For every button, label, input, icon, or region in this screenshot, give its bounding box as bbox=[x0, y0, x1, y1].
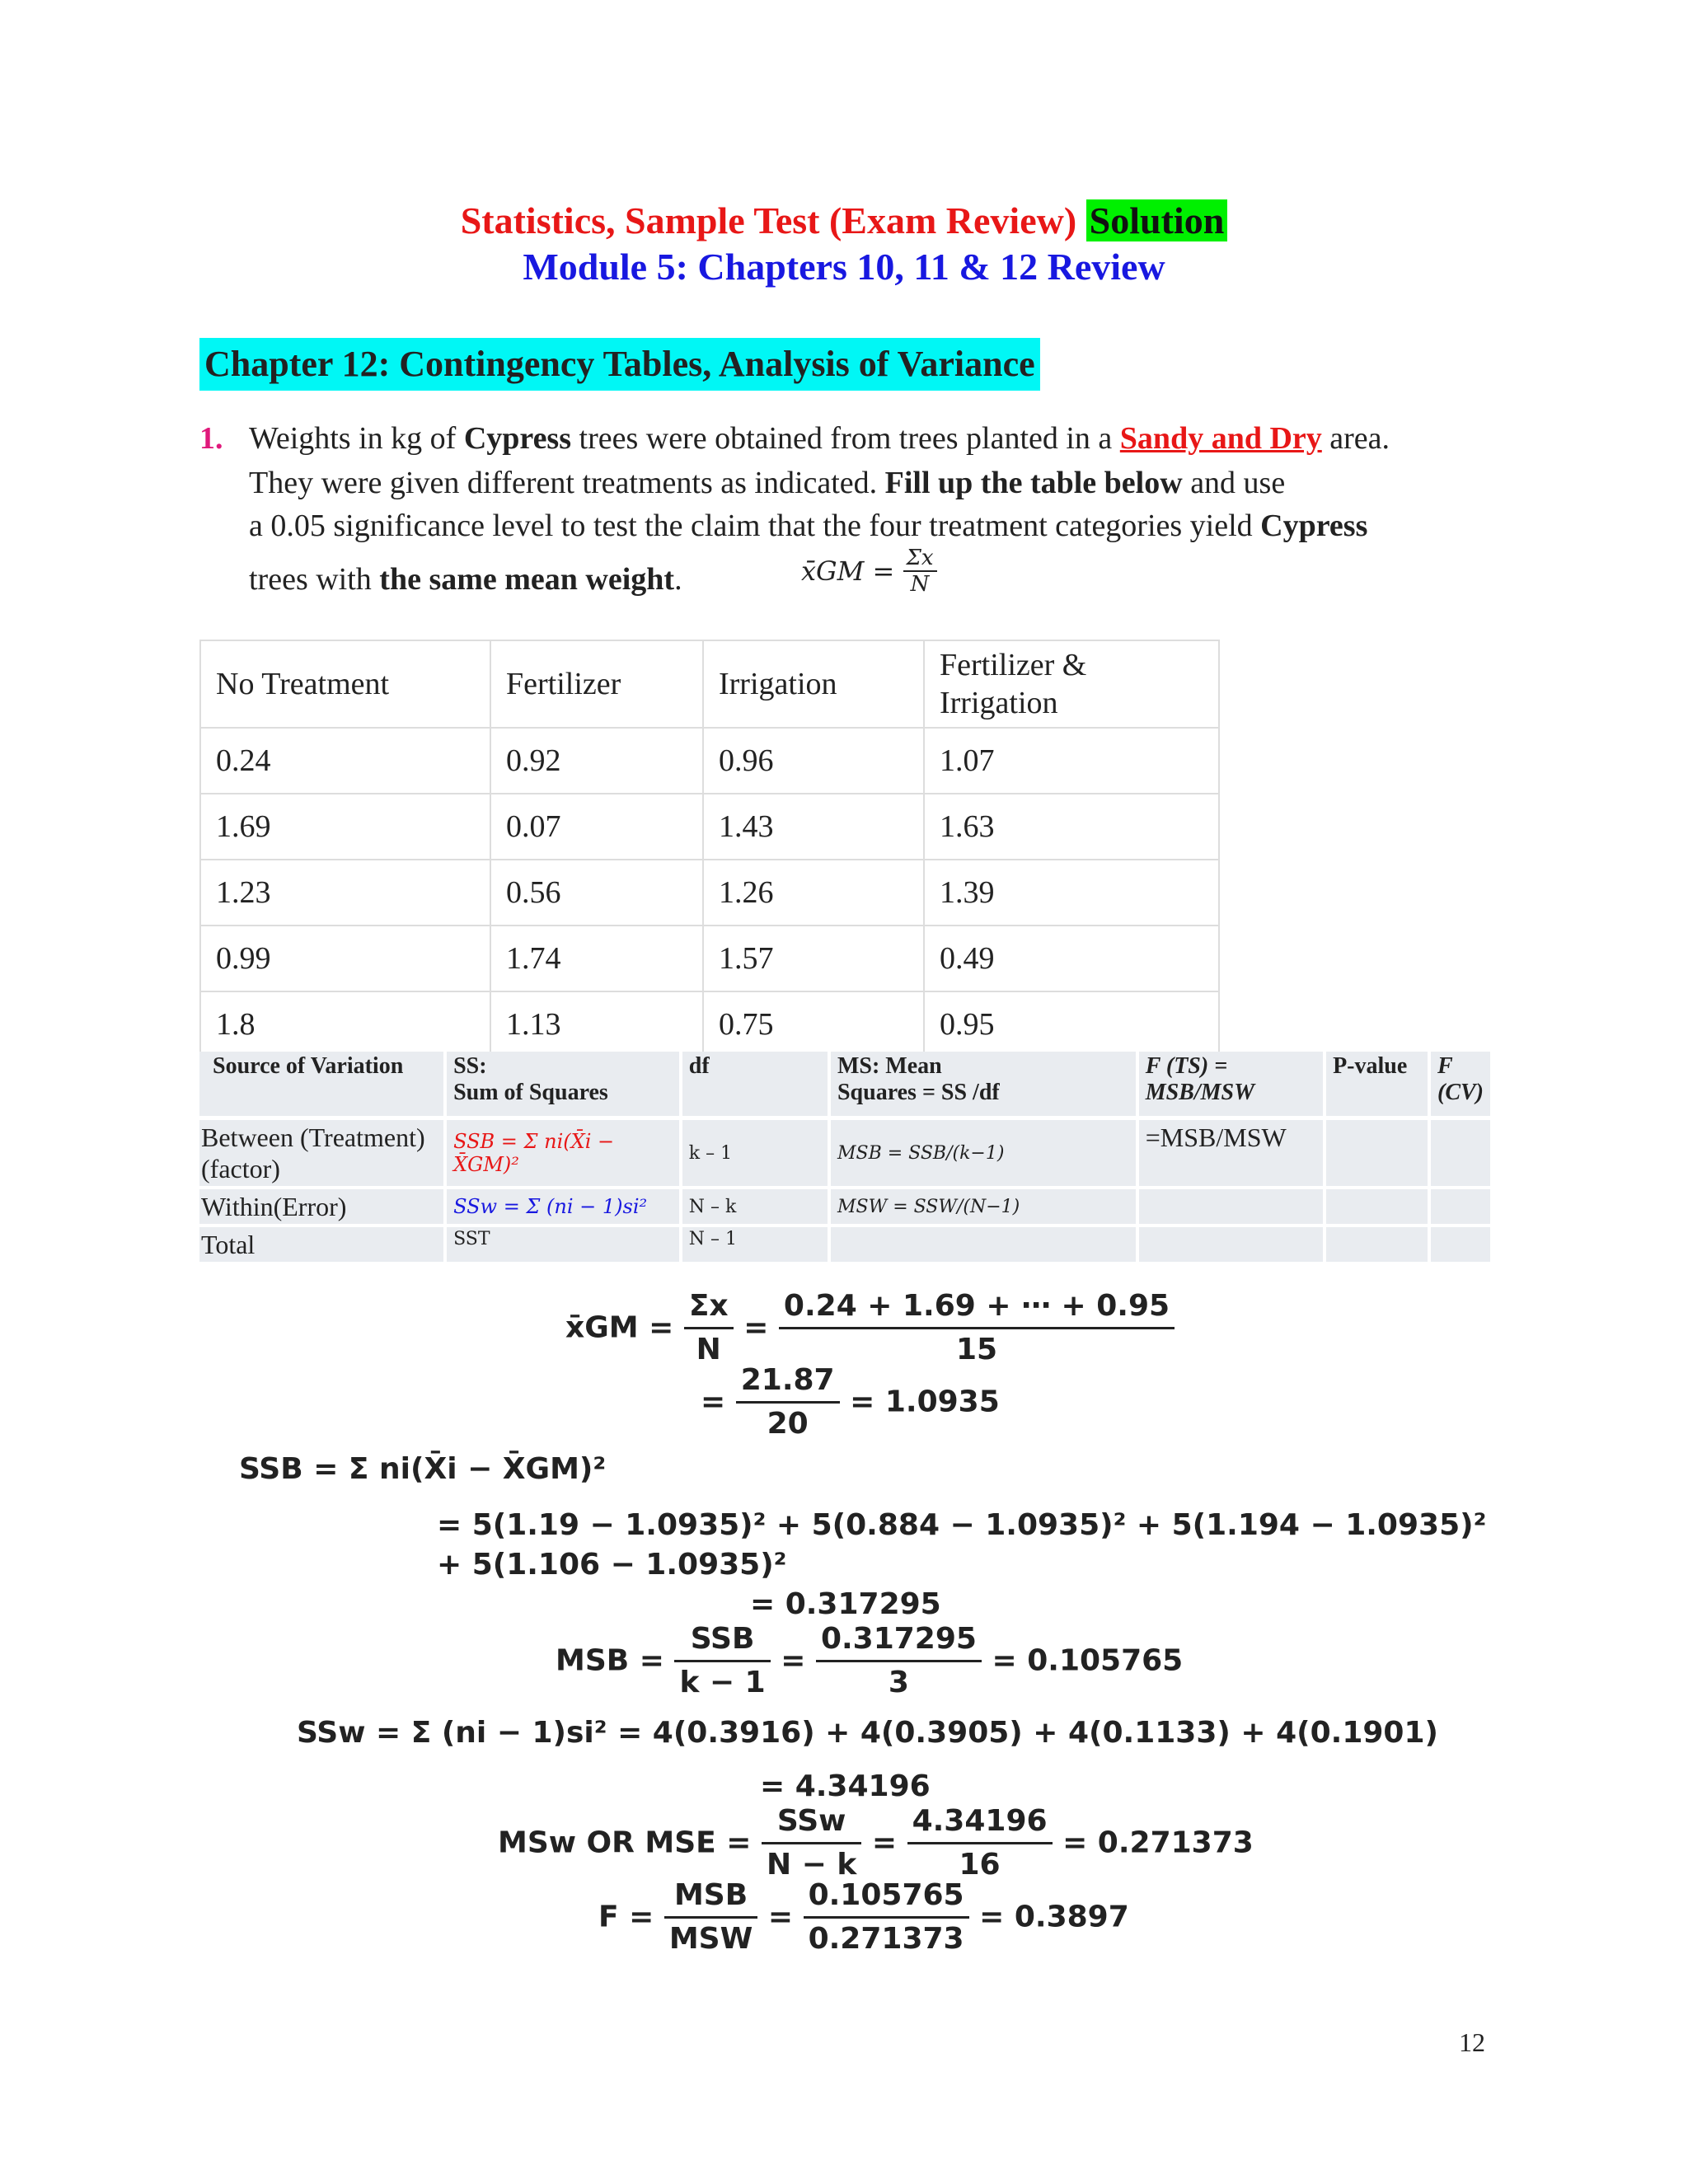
page-number: 12 bbox=[1459, 2027, 1485, 2057]
table-cell: 0.92 bbox=[490, 728, 703, 794]
table-cell: 1.39 bbox=[924, 860, 1219, 926]
table-cell: 1.23 bbox=[200, 860, 490, 926]
anova-header-fcv: F (CV) bbox=[1429, 1052, 1490, 1118]
anova-table bbox=[199, 1052, 1490, 1265]
anova-fcv-total bbox=[1429, 1226, 1490, 1263]
anova-df-between: k – 1 bbox=[681, 1118, 829, 1188]
table-cell: 1.74 bbox=[490, 926, 703, 991]
solution-highlight: Solution bbox=[1086, 199, 1228, 241]
ssb-formula: SSB = Σ ni(X̄i − X̄GM)² bbox=[239, 1452, 607, 1486]
grand-mean-result: = $\frac{21.87}{20}$ = 1.0935 bbox=[701, 1360, 1000, 1445]
anova-f-within bbox=[1137, 1188, 1325, 1226]
table-cell: 0.75 bbox=[703, 991, 924, 1057]
table-cell: 0.49 bbox=[924, 926, 1219, 991]
module-subtitle: Module 5: Chapters 10, 11 & 12 Review bbox=[523, 246, 1165, 288]
anova-header-row bbox=[199, 1052, 1490, 1118]
column-header: No Treatment bbox=[200, 640, 490, 728]
table-row bbox=[200, 926, 1219, 991]
anova-fcv-within bbox=[1429, 1188, 1490, 1226]
table-row bbox=[200, 794, 1219, 860]
ssw-formula: SSw = Σ (ni − 1)si² = 4(0.3916) + 4(0.3905) + 4(0.1133) + 4(0.1901) bbox=[297, 1716, 1438, 1750]
anova-df-total: N – 1 bbox=[681, 1226, 829, 1263]
anova-fcv-between bbox=[1429, 1118, 1490, 1188]
table-cell: 1.13 bbox=[490, 991, 703, 1057]
table-cell: 0.24 bbox=[200, 728, 490, 794]
anova-ss-total: SST bbox=[445, 1226, 681, 1263]
msw-calculation: MSw OR MSE = $\frac{\text{SSw}}{N - k}$ = $\frac{4.34196}{16}$ = 0.271373 bbox=[498, 1801, 1254, 1886]
anova-f-between: =MSB/MSW bbox=[1137, 1118, 1325, 1188]
anova-header-pvalue: P-value bbox=[1325, 1052, 1429, 1118]
question-line-3: a 0.05 significance level to test the claim that the four treatment categories yield Cypress bbox=[249, 509, 1368, 543]
anova-source-between: Between (Treatment) (factor) bbox=[199, 1118, 445, 1188]
anova-p-within bbox=[1325, 1188, 1429, 1226]
table-cell: 1.69 bbox=[200, 794, 490, 860]
grand-mean-formula: x̄GM = $\frac{\Sigma x}{N}$ bbox=[801, 546, 937, 597]
anova-header-df: df bbox=[681, 1052, 829, 1118]
anova-row-total bbox=[199, 1226, 1490, 1263]
table-cell: 1.26 bbox=[703, 860, 924, 926]
question-line-1: Weights in kg of Cypress trees were obtained from trees planted in a Sandy and Dry area. bbox=[249, 421, 1390, 456]
table-cell: 0.07 bbox=[490, 794, 703, 860]
ssw-result: = 4.34196 bbox=[760, 1769, 931, 1803]
ssb-expansion-line-1: = 5(1.19 − 1.0935)² + 5(0.884 − 1.0935)² + 5(1.194 − 1.0935)² bbox=[437, 1508, 1487, 1542]
ssb-result: = 0.317295 bbox=[750, 1587, 941, 1621]
anova-ms-between: MSB = SSB/(k−1) bbox=[829, 1118, 1137, 1188]
anova-p-between bbox=[1325, 1118, 1429, 1188]
table-cell: 1.43 bbox=[703, 794, 924, 860]
column-header: Fertilizer bbox=[490, 640, 703, 728]
anova-header-f: F (TS) = MSB/MSW bbox=[1137, 1052, 1325, 1118]
anova-row-between bbox=[199, 1118, 1490, 1188]
table-cell: 1.8 bbox=[200, 991, 490, 1057]
anova-row-within bbox=[199, 1188, 1490, 1226]
anova-header-source: Source of Variation bbox=[199, 1052, 445, 1118]
anova-ss-between: SSB = Σ ni(X̄i − X̄GM)² bbox=[445, 1118, 681, 1188]
question-number: 1. bbox=[199, 421, 223, 456]
table-cell: 1.63 bbox=[924, 794, 1219, 860]
anova-p-total bbox=[1325, 1226, 1429, 1263]
table-cell: 1.57 bbox=[703, 926, 924, 991]
anova-header-ms: MS: Mean Squares = SS /df bbox=[829, 1052, 1137, 1118]
msb-calculation: MSB = $\frac{\text{SSB}}{k - 1}$ = $\frac{0.317295}{3}$ = 0.105765 bbox=[556, 1619, 1183, 1704]
column-header: Irrigation bbox=[703, 640, 924, 728]
question-line-4: trees with the same mean weight. bbox=[249, 562, 682, 597]
ssb-expansion-line-2: + 5(1.106 − 1.0935)² bbox=[437, 1548, 787, 1582]
document-title bbox=[0, 196, 1688, 246]
anova-ss-within: SSw = Σ (ni − 1)si² bbox=[445, 1188, 681, 1226]
table-row bbox=[200, 991, 1219, 1057]
anova-df-within: N – k bbox=[681, 1188, 829, 1226]
table-cell: 1.07 bbox=[924, 728, 1219, 794]
weights-data-table bbox=[199, 640, 1220, 1058]
question-line-2: They were given different treatments as indicated. Fill up the table below and use bbox=[249, 466, 1286, 500]
table-cell: 0.96 bbox=[703, 728, 924, 794]
grand-mean-calculation: x̄GM = $\frac{\Sigma x}{N}$ = $\frac{0.24 + 1.69 + \cdots + 0.95}{15}$ bbox=[565, 1286, 1175, 1371]
anova-f-total bbox=[1137, 1226, 1325, 1263]
chapter-heading: Chapter 12: Contingency Tables, Analysis of Variance bbox=[199, 338, 1040, 391]
anova-ms-within: MSW = SSW/(N−1) bbox=[829, 1188, 1137, 1226]
anova-ms-total bbox=[829, 1226, 1137, 1263]
column-header: Fertilizer & Irrigation bbox=[924, 640, 1219, 728]
anova-source-total: Total bbox=[199, 1226, 445, 1263]
table-cell: 0.95 bbox=[924, 991, 1219, 1057]
table-row bbox=[200, 728, 1219, 794]
anova-header-ss: SS: Sum of Squares bbox=[445, 1052, 681, 1118]
table-cell: 0.56 bbox=[490, 860, 703, 926]
table-cell: 0.99 bbox=[200, 926, 490, 991]
table-row bbox=[200, 860, 1219, 926]
f-statistic-calculation: F = $\frac{\text{MSB}}{\text{MSW}}$ = $\frac{0.105765}{0.271373}$ = 0.3897 bbox=[598, 1875, 1129, 1960]
anova-source-within: Within(Error) bbox=[199, 1188, 445, 1226]
title-main: Statistics, Sample Test (Exam Review) bbox=[460, 199, 1077, 241]
